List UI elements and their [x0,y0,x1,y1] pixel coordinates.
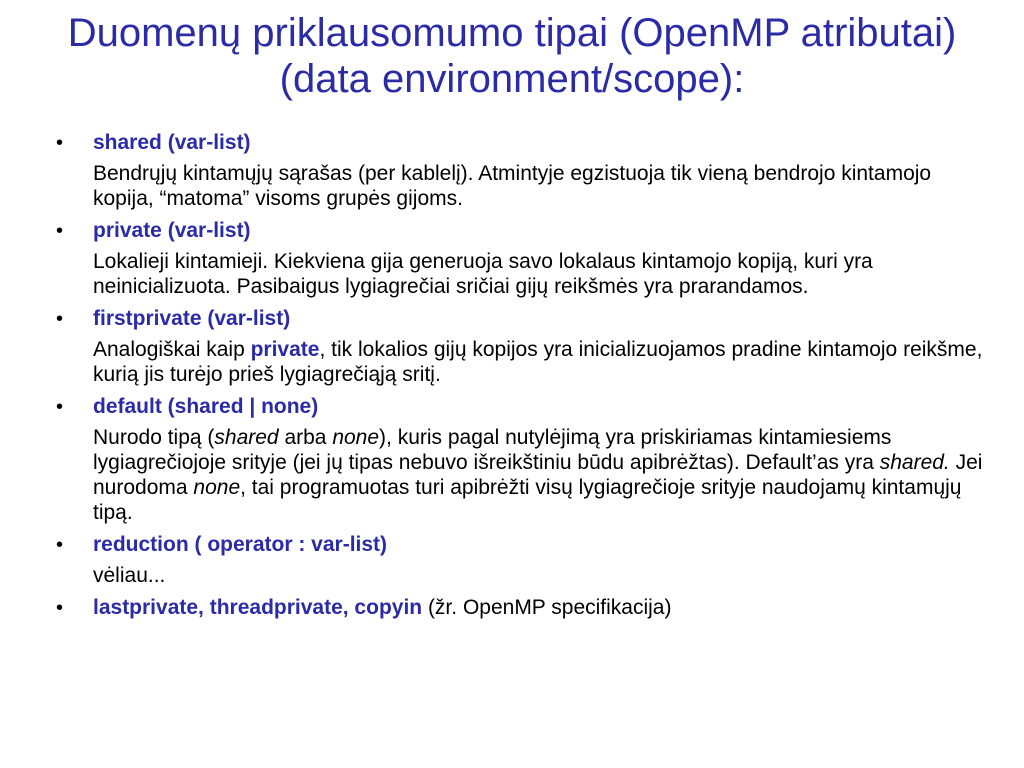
bullet-icon: • [56,220,64,242]
bullet-icon: • [56,534,64,556]
item-description: Bendrųjų kintamųjų sąrašas (per kablelį). Atmintyje egzistuoja tik vieną bendrojo kintamojo kopija, “matoma” visoms grupės gijoms. [93,162,932,210]
item-heading: reduction ( operator : var-list) [93,533,388,556]
description-text: ), kuris pagal nutylėjimą yra priskiriamas kintamiesiems lygiagrečiojoje srityje (jei jų tipas nebuvo išreikštiniu būdu apibrėžtas). Default’as yra [93,426,892,474]
slide-title-line-2: (data environment/scope): [279,57,745,101]
list-item-shared [56,128,996,211]
item-heading-note: (žr. OpenMP specifikacija) [422,596,672,619]
item-heading: private (var-list) [93,219,251,242]
italic-term: none [193,476,241,499]
italic-term: shared [214,426,279,449]
list-item-firstprivate [56,304,996,387]
slide-title-line-1: Duomenų priklausomumo tipai (OpenMP atributai) [67,11,957,55]
list-item-private [56,216,996,299]
item-heading: shared (var-list) [93,131,251,154]
description-text: arba [278,426,333,449]
list-item-default [56,392,996,525]
bullet-icon: • [56,132,64,154]
item-heading-keywords: lastprivate, threadprivate, copyin [93,596,423,619]
italic-term: shared. [879,451,950,474]
item-description [93,425,996,525]
item-heading [93,593,996,623]
italic-term: none [332,426,380,449]
item-description: vėliau... [93,564,166,587]
description-text: Jei nurodoma [93,451,983,499]
item-heading: default (shared | none) [93,395,319,418]
bullet-list [56,128,996,623]
item-description [93,337,996,387]
bullet-icon: • [56,597,64,619]
description-text: Nurodo tipą ( [93,426,215,449]
keyword-private: private [250,338,320,361]
description-text: , tai programuotas turi apibrėžti visų lygiagrečioje srityje naudojamų kintamųjų tipą. [93,476,962,524]
item-heading: firstprivate (var-list) [93,307,291,330]
list-item-reduction [56,530,996,588]
bullet-icon: • [56,396,64,418]
description-text: Analogiškai kaip [93,338,251,361]
item-description: Lokalieji kintamieji. Kiekviena gija generuoja savo lokalaus kintamojo kopiją, kuri yra neinicializuota. Pasibaigus lygiagrečiai sričiai gijų reikšmės yra prarandamos. [93,250,873,298]
list-item-lastprivate [56,593,996,623]
bullet-icon: • [56,308,64,330]
description-text: , tik lokalios gijų kopijos yra inicializuojamos pradine kintamojo reikšme, kurią jis turėjo prieš lygiagrečiąją sritį. [93,338,983,386]
slide-title [0,10,1024,102]
